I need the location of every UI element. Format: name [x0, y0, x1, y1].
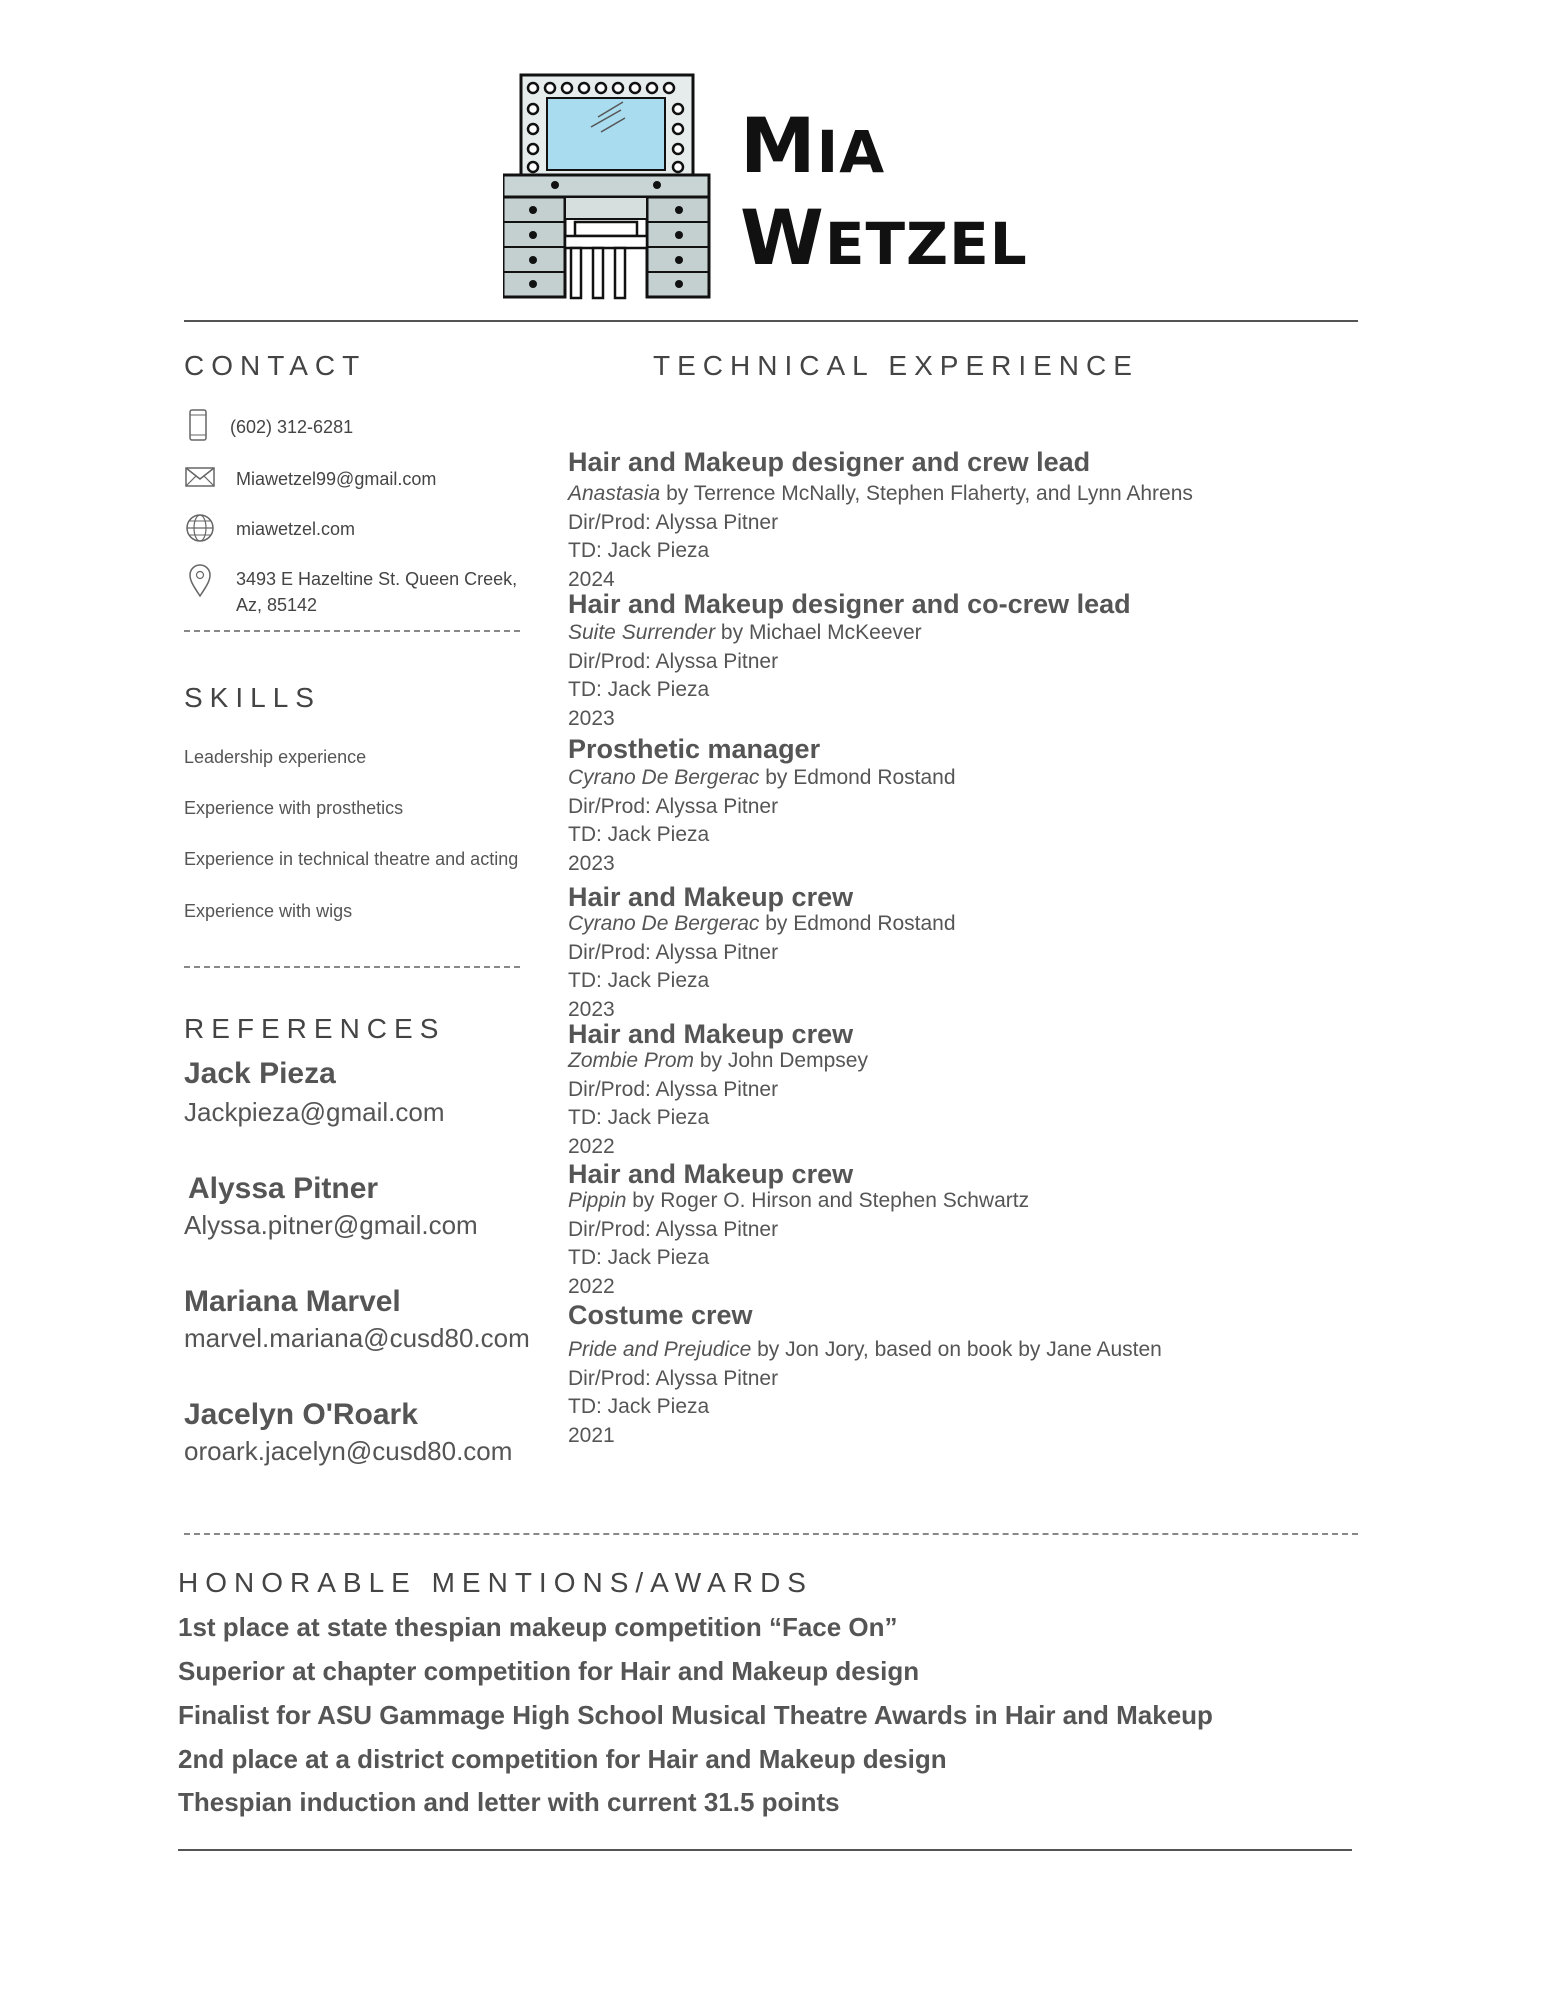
experience-director: Dir/Prod: Alyssa Pitner [568, 1077, 779, 1101]
reference-name: Jack Pieza [184, 1057, 336, 1090]
experience-entry [568, 884, 1388, 1024]
experience-director: Dir/Prod: Alyssa Pitner [568, 794, 779, 818]
show-credit: by Michael McKeever [715, 621, 922, 644]
award-item: Finalist for ASU Gammage High School Musical Theatre Awards in Hair and Makeup [178, 1700, 1213, 1730]
contact-website[interactable] [184, 510, 544, 550]
experience-role: Hair and Makeup crew [568, 882, 854, 912]
show-credit: by John Dempsey [694, 1049, 868, 1072]
show-credit: by Edmond Rostand [759, 766, 956, 789]
reference-email[interactable]: marvel.mariana@cusd80.com [184, 1323, 530, 1353]
experience-role: Hair and Makeup designer and co-crew lead [568, 589, 1131, 619]
experience-td: TD: Jack Pieza [568, 1246, 710, 1269]
show-title: Anastasia [568, 482, 661, 505]
reference-name: Alyssa Pitner [188, 1172, 379, 1205]
award-item: 1st place at state thespian makeup competition “Face On” [178, 1612, 898, 1642]
skill-item: Experience in technical theatre and acting [184, 849, 519, 869]
experience-show [568, 910, 1388, 939]
experience-director: Dir/Prod: Alyssa Pitner [568, 1366, 779, 1390]
last-name [740, 193, 1028, 282]
website-text[interactable]: miawetzel.com [236, 519, 356, 539]
experience-show [568, 1336, 1388, 1365]
phone-text: (602) 312-6281 [230, 417, 354, 437]
mail-icon [184, 460, 216, 496]
show-credit: by Jon Jory, based on book by Jane Austen [751, 1338, 1162, 1361]
experience-entry [568, 1300, 1388, 1450]
globe-icon [184, 510, 216, 546]
header-divider [184, 320, 1358, 322]
skills-divider [184, 966, 520, 968]
address-text [236, 566, 536, 618]
experience-role: Costume crew [568, 1300, 753, 1330]
contact-divider [184, 630, 520, 632]
reference-email[interactable]: oroark.jacelyn@cusd80.com [184, 1436, 513, 1466]
experience-td: TD: Jack Pieza [568, 539, 710, 562]
experience-show [568, 764, 1388, 793]
address-line2: Az, 85142 [236, 595, 318, 615]
show-title: Suite Surrender [568, 621, 716, 644]
vanity-mirror-icon [503, 72, 713, 302]
show-title: Zombie Prom [568, 1049, 695, 1072]
skills-heading: SKILLS [184, 682, 321, 713]
experience-year: 2023 [568, 706, 615, 730]
show-credit: by Edmond Rostand [759, 912, 956, 935]
address-line1: 3493 E Hazeltine St. Queen Creek, [236, 569, 518, 589]
experience-role: Hair and Makeup crew [568, 1159, 854, 1189]
experience-role: Hair and Makeup designer and crew lead [568, 447, 1091, 477]
show-credit: by Roger O. Hirson and Stephen Schwartz [626, 1189, 1030, 1212]
reference-name: Mariana Marvel [184, 1285, 401, 1318]
experience-role: Prosthetic manager [568, 734, 821, 764]
experience-show [568, 1047, 1388, 1076]
experience-entry [568, 734, 1388, 878]
experience-year: 2022 [568, 1134, 615, 1158]
phone-icon [184, 408, 216, 444]
show-title: Cyrano De Bergerac [568, 912, 760, 935]
contact-phone [184, 408, 544, 448]
experience-entry [568, 447, 1388, 594]
experience-entry [568, 1021, 1388, 1161]
last-name-initial: W [740, 193, 825, 282]
experience-td: TD: Jack Pieza [568, 969, 710, 992]
award-item: 2nd place at a district competition for Hair and Makeup design [178, 1744, 947, 1774]
experience-show [568, 480, 1388, 509]
footer-divider [178, 1849, 1352, 1851]
award-item: Thespian induction and letter with current 31.5 points [178, 1787, 840, 1817]
experience-td: TD: Jack Pieza [568, 1106, 710, 1129]
show-title: Cyrano De Bergerac [568, 766, 760, 789]
experience-year: 2023 [568, 997, 615, 1021]
first-name-initial: M [740, 101, 817, 190]
reference-email[interactable]: Jackpieza@gmail.com [184, 1097, 445, 1127]
references-heading: REFERENCES [184, 1013, 446, 1044]
experience-director: Dir/Prod: Alyssa Pitner [568, 510, 779, 534]
experience-role: Hair and Makeup crew [568, 1019, 854, 1049]
last-name-rest: ETZEL [824, 210, 1028, 278]
experience-show [568, 619, 1388, 648]
skill-item: Experience with prosthetics [184, 798, 404, 818]
experience-show [568, 1187, 1388, 1216]
show-title: Pride and Prejudice [568, 1338, 752, 1361]
reference-name: Jacelyn O'Roark [184, 1398, 418, 1431]
contact-email[interactable] [184, 460, 544, 500]
experience-director: Dir/Prod: Alyssa Pitner [568, 1217, 779, 1241]
contact-address [184, 562, 544, 622]
skill-item: Experience with wigs [184, 901, 353, 921]
experience-year: 2024 [568, 567, 615, 591]
experience-year: 2022 [568, 1274, 615, 1298]
awards-heading: HONORABLE MENTIONS/AWARDS [178, 1567, 813, 1598]
award-item: Superior at chapter competition for Hair and Makeup design [178, 1656, 920, 1686]
location-pin-icon [184, 562, 216, 598]
experience-td: TD: Jack Pieza [568, 678, 710, 701]
experience-year: 2021 [568, 1423, 615, 1447]
contact-heading: CONTACT [184, 350, 367, 381]
awards-divider [184, 1533, 1358, 1535]
reference-email[interactable]: Alyssa.pitner@gmail.com [184, 1210, 478, 1240]
show-title: Pippin [568, 1189, 627, 1212]
show-credit: by Terrence McNally, Stephen Flaherty, and Lynn Ahrens [660, 482, 1193, 505]
experience-td: TD: Jack Pieza [568, 823, 710, 846]
experience-entry [568, 589, 1388, 733]
first-name [740, 101, 886, 190]
experience-entry [568, 1161, 1388, 1301]
experience-td: TD: Jack Pieza [568, 1395, 710, 1418]
experience-director: Dir/Prod: Alyssa Pitner [568, 940, 779, 964]
experience-year: 2023 [568, 851, 615, 875]
skill-item: Leadership experience [184, 747, 367, 767]
technical-experience-heading: TECHNICAL EXPERIENCE [653, 350, 1139, 381]
email-text[interactable]: Miawetzel99@gmail.com [236, 469, 437, 489]
first-name-rest: IA [816, 118, 886, 186]
experience-director: Dir/Prod: Alyssa Pitner [568, 649, 779, 673]
